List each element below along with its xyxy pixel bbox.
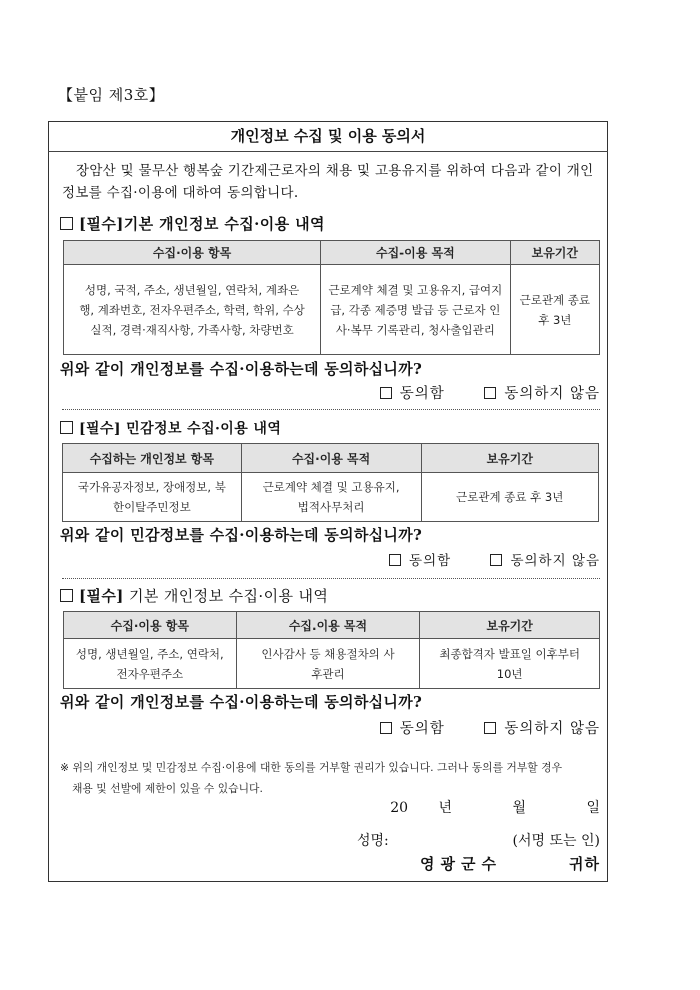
checkbox-icon[interactable] [490, 554, 502, 566]
addressee-name: 영광군수 [420, 855, 502, 873]
signature-hint: (서명 또는 인) [512, 833, 600, 849]
table-row [64, 265, 600, 355]
checkbox-icon[interactable] [380, 722, 392, 734]
cell-items: 성명, 국적, 주소, 생년월일, 연락처, 계좌은행, 계좌번호, 전자우편주소, 학력, 학위, 수상실적, 경력·재직사항, 가족사항, 차량번호 [64, 265, 321, 355]
table-row [64, 639, 600, 689]
disagree-option[interactable] [490, 549, 600, 569]
required-tag: [필수] [79, 587, 124, 605]
section-3-choices [346, 717, 600, 738]
month-label: 월 [512, 800, 527, 816]
agree-option[interactable] [380, 382, 445, 403]
section-3-heading [60, 585, 328, 606]
refusal-notice [60, 757, 605, 799]
disagree-label: 동의하지 않음 [504, 386, 600, 402]
required-tag: [필수] [79, 421, 121, 437]
agree-label: 동의함 [399, 386, 445, 402]
disagree-option[interactable] [484, 717, 600, 738]
date-line [390, 797, 600, 817]
intro-paragraph: 장암산 및 물무산 행복숲 기간제근로자의 채용 및 고용유지를 위하여 다음과 같이 개인정보를 수집·이용에 대하여 동의합니다. [62, 163, 594, 201]
col-header-retention: 보유기간 [421, 444, 599, 473]
agree-label: 동의함 [399, 721, 445, 737]
table-row [63, 473, 599, 522]
cell-retention: 근로관계 종료 후 3년 [421, 473, 599, 522]
recruitment-info-table [63, 611, 600, 689]
cell-purpose: 인사감사 등 채용절차의 사후관리 [236, 639, 420, 689]
sensitive-info-table [62, 443, 599, 522]
col-header-purpose: 수집.이용 목적 [236, 612, 420, 639]
section-2-question: 위와 같이 민감정보를 수집·이용하는데 동의하십니까? [60, 526, 423, 544]
section-1-title: 기본 개인정보 수집·이용 내역 [123, 215, 325, 233]
section-2-heading [60, 418, 281, 438]
section-3-question: 위와 같이 개인정보를 수집·이용하는데 동의하십니까? [60, 693, 423, 711]
col-header-items: 수집·이용 항목 [64, 241, 321, 265]
checkbox-icon[interactable] [60, 421, 73, 434]
signature-label: 성명: [357, 833, 389, 849]
checkbox-icon[interactable] [484, 722, 496, 734]
required-tag: [필수] [79, 215, 124, 233]
agree-option[interactable] [380, 717, 445, 738]
col-header-retention: 보유기간 [510, 241, 599, 265]
disagree-label: 동의하지 않음 [510, 553, 600, 569]
disagree-option[interactable] [484, 382, 600, 403]
col-header-retention: 보유기간 [420, 612, 600, 639]
checkbox-icon[interactable] [60, 217, 73, 230]
cell-items: 국가유공자정보, 장애정보, 북한이탈주민정보 [63, 473, 242, 522]
checkbox-icon[interactable] [60, 589, 73, 602]
section-divider [62, 409, 600, 410]
col-header-purpose: 수집·이용 목적 [241, 444, 421, 473]
form-title: 개인정보 수집 및 이용 동의서 [48, 121, 608, 152]
checkbox-icon[interactable] [380, 387, 392, 399]
cell-retention: 최종합격자 발표일 이후부터 10년 [420, 639, 600, 689]
checkbox-icon[interactable] [389, 554, 401, 566]
section-divider [62, 578, 600, 579]
refusal-notice-line-2: 채용 및 선발에 제한이 있을 수 있습니다. [72, 782, 263, 795]
section-1-heading [60, 213, 325, 234]
basic-info-table [63, 240, 600, 355]
col-header-items: 수집·이용 항목 [64, 612, 237, 639]
section-2-title: 민감정보 수집·이용 내역 [120, 421, 282, 437]
addressee-suffix: 귀하 [569, 855, 600, 873]
year-label: 년 [438, 800, 453, 816]
day-label: 일 [586, 800, 600, 816]
col-header-items: 수집하는 개인정보 항목 [63, 444, 242, 473]
year-prefix: 20 [390, 800, 409, 816]
section-3-title: 기본 개인정보 수집·이용 내역 [123, 587, 329, 605]
agree-label: 동의함 [409, 553, 452, 569]
disagree-label: 동의하지 않음 [504, 721, 600, 737]
cell-items: 성명, 생년월일, 주소, 연락처, 전자우편주소 [64, 639, 237, 689]
cell-retention: 근로관계 종료 후 3년 [510, 265, 599, 355]
checkbox-icon[interactable] [484, 387, 496, 399]
attachment-label: 【붙임 제3호】 [58, 86, 165, 104]
agree-option[interactable] [389, 549, 451, 569]
refusal-notice-line-1: ※ 위의 개인정보 및 민감정보 수집·이용에 대한 동의를 거부할 권리가 있습니다. 그러나 동의를 거부할 경우 [60, 761, 563, 774]
cell-purpose: 근로계약 체결 및 고용유지, 급여지급, 각종 제증명 발급 등 근로자 인사·복무 기록관리, 청사출입관리 [321, 265, 511, 355]
cell-purpose: 근로계약 체결 및 고용유지, 법적사무처리 [241, 473, 421, 522]
section-1-choices [346, 382, 600, 403]
section-2-choices [355, 549, 600, 569]
col-header-purpose: 수집-이용 목적 [321, 241, 511, 265]
section-1-question: 위와 같이 개인정보를 수집·이용하는데 동의하십니까? [60, 360, 423, 378]
